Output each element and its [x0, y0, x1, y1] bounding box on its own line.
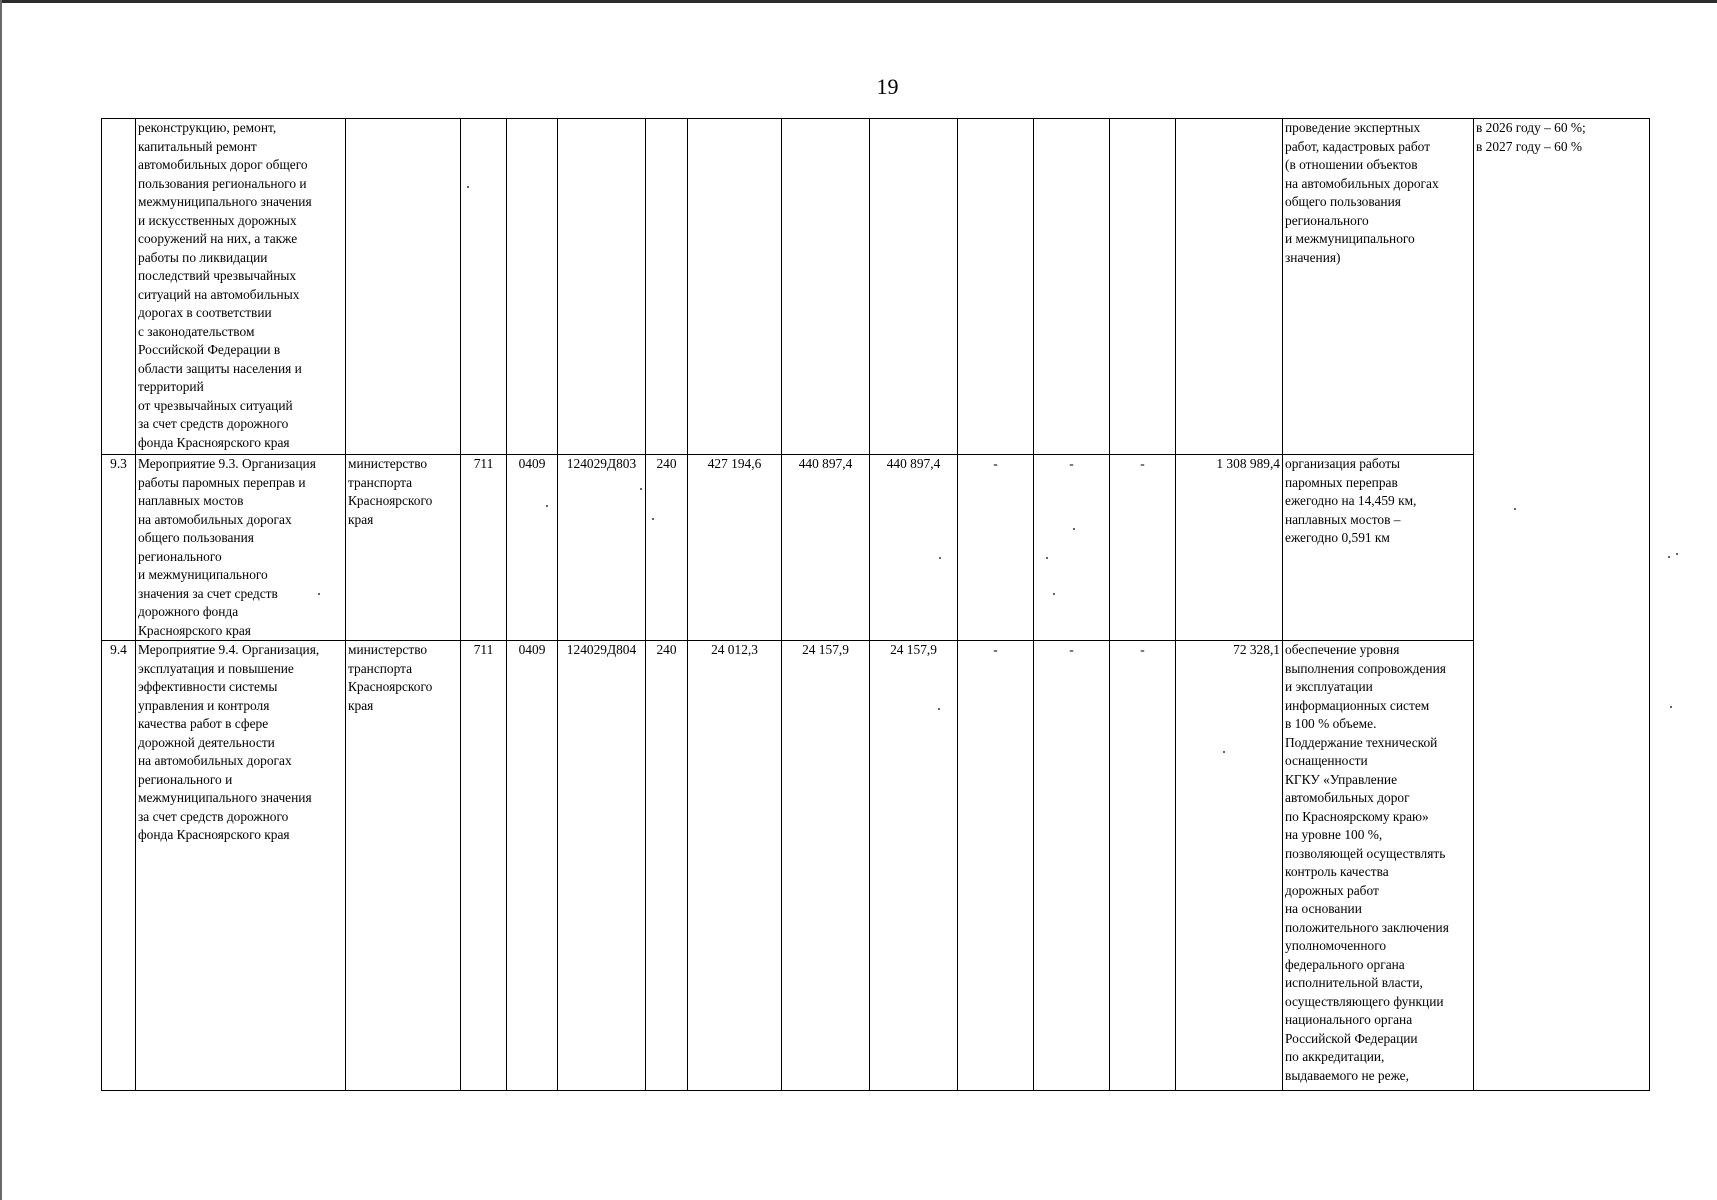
cell-vr: 240: [646, 641, 688, 1091]
scan-speck: [1514, 508, 1516, 510]
text-line: ежегодно на 14,459 км,: [1285, 493, 1417, 508]
cell-2026: 24 157,9: [782, 641, 870, 1091]
scan-speck: [938, 708, 940, 710]
text-line: выполнения сопровождения: [1285, 660, 1446, 676]
text-line: позволяющей осуществлять: [1285, 845, 1446, 861]
cell-2027: 440 897,4: [870, 455, 958, 641]
text-line: национального органа: [1285, 1012, 1413, 1027]
scan-speck: [652, 518, 654, 520]
text-line: по аккредитации,: [1285, 1049, 1385, 1064]
text-line: по Красноярскому краю»: [1285, 808, 1429, 824]
text-line: регионального: [138, 548, 222, 564]
description-lines: [138, 455, 343, 640]
text-line: межмуниципального значения: [138, 194, 312, 209]
cell-rzpr: [507, 119, 558, 455]
text-line: транспорта: [348, 660, 413, 676]
cell-rzpr: 0409: [507, 455, 558, 641]
text-line: положительного заключения: [1285, 919, 1449, 935]
cell-vr: 240: [646, 455, 688, 641]
text-line: Мероприятие 9.4. Организация,: [138, 642, 320, 657]
text-line: на автомобильных дорогах: [138, 511, 292, 527]
text-line: ситуаций на автомобильных: [138, 286, 300, 302]
cell-extra-2: [1034, 119, 1110, 455]
text-line: Красноярского: [348, 679, 433, 694]
cell-grbs: 711: [461, 455, 507, 641]
scan-speck: [1668, 556, 1670, 558]
cell-result: [1283, 119, 1474, 455]
cell-rzpr: 0409: [507, 641, 558, 1091]
executor-lines: [348, 455, 458, 529]
text-line: управления и контроля: [138, 697, 270, 713]
text-line: дорожных работ: [1285, 882, 1379, 898]
text-line: качества работ в сфере: [138, 716, 269, 731]
text-line: работы паромных переправ и: [138, 474, 306, 490]
text-line: последствий чрезвычайных: [138, 268, 297, 283]
description-lines: [138, 119, 343, 452]
text-line: осуществляющего функции: [1285, 993, 1444, 1009]
text-line: информационных систем: [1285, 697, 1430, 713]
text-line: края: [348, 697, 374, 713]
text-line: эффективности системы: [138, 679, 278, 694]
text-line: на автомобильных дорогах: [138, 753, 292, 768]
text-line: дорожной деятельности: [138, 734, 275, 750]
cell-csr: [558, 119, 646, 455]
scan-speck: [1670, 706, 1672, 708]
text-line: в 100 % объеме.: [1285, 716, 1377, 731]
cell-extra-1: [958, 119, 1034, 455]
cell-2025: 427 194,6: [688, 455, 782, 641]
text-line: фонда Красноярского края: [138, 827, 290, 842]
cell-extra-3: [1110, 119, 1176, 455]
cell-executor: [346, 455, 461, 641]
text-line: дорогах в соответствии: [138, 305, 272, 320]
text-line: автомобильных дорог общего: [138, 157, 308, 172]
cell-extra-2: -: [1034, 641, 1110, 1091]
text-line: значения за счет средств: [138, 585, 278, 601]
text-line: работы по ликвидации: [138, 249, 268, 265]
text-line: на автомобильных дорогах: [1285, 175, 1439, 191]
text-line: министерство: [348, 456, 428, 471]
result-lines: [1285, 455, 1471, 548]
text-line: Красноярского края: [138, 622, 251, 638]
text-line: ежегодно 0,591 км: [1285, 530, 1390, 545]
cell-extra-1: -: [958, 455, 1034, 641]
scan-border-top: [0, 0, 1717, 3]
cell-grbs: 711: [461, 641, 507, 1091]
text-line: проведение экспертных: [1285, 120, 1421, 135]
text-line: работ, кадастровых работ: [1285, 138, 1431, 154]
text-line: общего пользования: [138, 530, 254, 545]
text-line: паромных переправ: [1285, 474, 1398, 490]
cell-csr: 124029Д803: [558, 455, 646, 641]
text-line: пользования регионального и: [138, 175, 307, 191]
text-line: сооружений на них, а также: [138, 231, 298, 246]
cell-total: 1 308 989,4: [1176, 455, 1283, 641]
text-line: Поддержание технической: [1285, 734, 1438, 750]
scan-speck: [1676, 553, 1678, 555]
cell-csr: 124029Д804: [558, 641, 646, 1091]
result-lines: [1285, 119, 1471, 267]
scan-speck: [546, 505, 548, 507]
cell-extra-2: -: [1034, 455, 1110, 641]
cell-2025: [688, 119, 782, 455]
text-line: в 2027 году – 60 %: [1476, 138, 1583, 154]
text-line: федерального органа: [1285, 956, 1405, 972]
text-line: наплавных мостов: [138, 493, 244, 508]
text-line: Мероприятие 9.3. Организация: [138, 456, 316, 471]
text-line: КГКУ «Управление: [1285, 771, 1398, 787]
text-line: выдаваемого не реже,: [1285, 1067, 1409, 1083]
text-line: территорий: [138, 379, 204, 394]
cell-2026: [782, 119, 870, 455]
text-line: и эксплуатации: [1285, 679, 1373, 694]
scan-speck: [640, 488, 642, 490]
cell-num: [102, 119, 136, 455]
text-line: организация работы: [1285, 456, 1401, 471]
text-line: общего пользования: [1285, 194, 1401, 209]
cell-extra-3: -: [1110, 641, 1176, 1091]
text-line: оснащенности: [1285, 753, 1368, 768]
indicator-lines: [1476, 119, 1647, 156]
cell-extra-1: -: [958, 641, 1034, 1091]
text-line: с законодательством: [138, 323, 255, 339]
cell-indicator: [1474, 119, 1650, 1091]
cell-2026: 440 897,4: [782, 455, 870, 641]
text-line: обеспечение уровня: [1285, 642, 1400, 657]
text-line: области защиты населения и: [138, 360, 302, 376]
text-line: значения): [1285, 249, 1341, 265]
cell-description: [136, 641, 346, 1091]
scan-speck: [1223, 751, 1225, 753]
text-line: (в отношении объектов: [1285, 157, 1418, 172]
table-row-continuation: [102, 119, 1650, 455]
cell-executor: [346, 641, 461, 1091]
cell-num: 9.3: [102, 455, 136, 641]
text-line: межмуниципального значения: [138, 790, 312, 805]
text-line: на уровне 100 %,: [1285, 827, 1383, 842]
scan-border-left: [0, 0, 2, 1200]
text-line: фонда Красноярского края: [138, 434, 290, 450]
text-line: за счет средств дорожного: [138, 808, 289, 824]
text-line: министерство: [348, 642, 428, 657]
text-line: и искусственных дорожных: [138, 212, 297, 228]
cell-executor: [346, 119, 461, 455]
text-line: регионального: [1285, 212, 1369, 228]
text-line: контроль качества: [1285, 864, 1389, 879]
text-line: от чрезвычайных ситуаций: [138, 397, 293, 413]
text-line: Российской Федерации в: [138, 342, 281, 357]
cell-2027: 24 157,9: [870, 641, 958, 1091]
text-line: дорожного фонда: [138, 604, 239, 619]
cell-2025: 24 012,3: [688, 641, 782, 1091]
text-line: на основании: [1285, 901, 1362, 916]
text-line: и межмуниципального: [1285, 231, 1415, 246]
table-row-9-4: [102, 641, 1650, 1091]
text-line: за счет средств дорожного: [138, 416, 289, 431]
text-line: и межмуниципального: [138, 567, 268, 582]
text-line: транспорта: [348, 474, 413, 490]
scan-speck: [939, 557, 941, 559]
cell-description: [136, 119, 346, 455]
text-line: в 2026 году – 60 %;: [1476, 120, 1586, 135]
text-line: наплавных мостов –: [1285, 511, 1401, 527]
text-line: Российской Федерации: [1285, 1030, 1418, 1046]
page-number: 19: [876, 74, 899, 99]
text-line: края: [348, 511, 374, 527]
cell-2027: [870, 119, 958, 455]
cell-description: [136, 455, 346, 641]
scan-speck: [1073, 528, 1075, 530]
scan-speck: [467, 186, 469, 188]
text-line: исполнительной власти,: [1285, 975, 1423, 990]
cell-result: [1283, 455, 1474, 641]
cell-result: [1283, 641, 1474, 1091]
cell-total: [1176, 119, 1283, 455]
scan-speck: [1053, 593, 1055, 595]
scan-speck: [318, 593, 320, 595]
cell-num: 9.4: [102, 641, 136, 1091]
text-line: уполномоченного: [1285, 938, 1387, 953]
result-lines: [1285, 641, 1471, 1085]
description-lines: [138, 641, 343, 845]
cell-extra-3: -: [1110, 455, 1176, 641]
table-row-9-3: [102, 455, 1650, 641]
cell-total: 72 328,1: [1176, 641, 1283, 1091]
scan-speck: [1046, 557, 1048, 559]
text-line: Красноярского: [348, 493, 433, 508]
executor-lines: [348, 641, 458, 715]
text-line: регионального и: [138, 771, 233, 787]
text-line: автомобильных дорог: [1285, 790, 1410, 805]
cell-vr: [646, 119, 688, 455]
text-line: эксплуатация и повышение: [138, 660, 294, 676]
budget-table: [101, 118, 1650, 1091]
text-line: реконструкцию, ремонт,: [138, 120, 277, 135]
cell-grbs: [461, 119, 507, 455]
text-line: капитальный ремонт: [138, 138, 257, 154]
